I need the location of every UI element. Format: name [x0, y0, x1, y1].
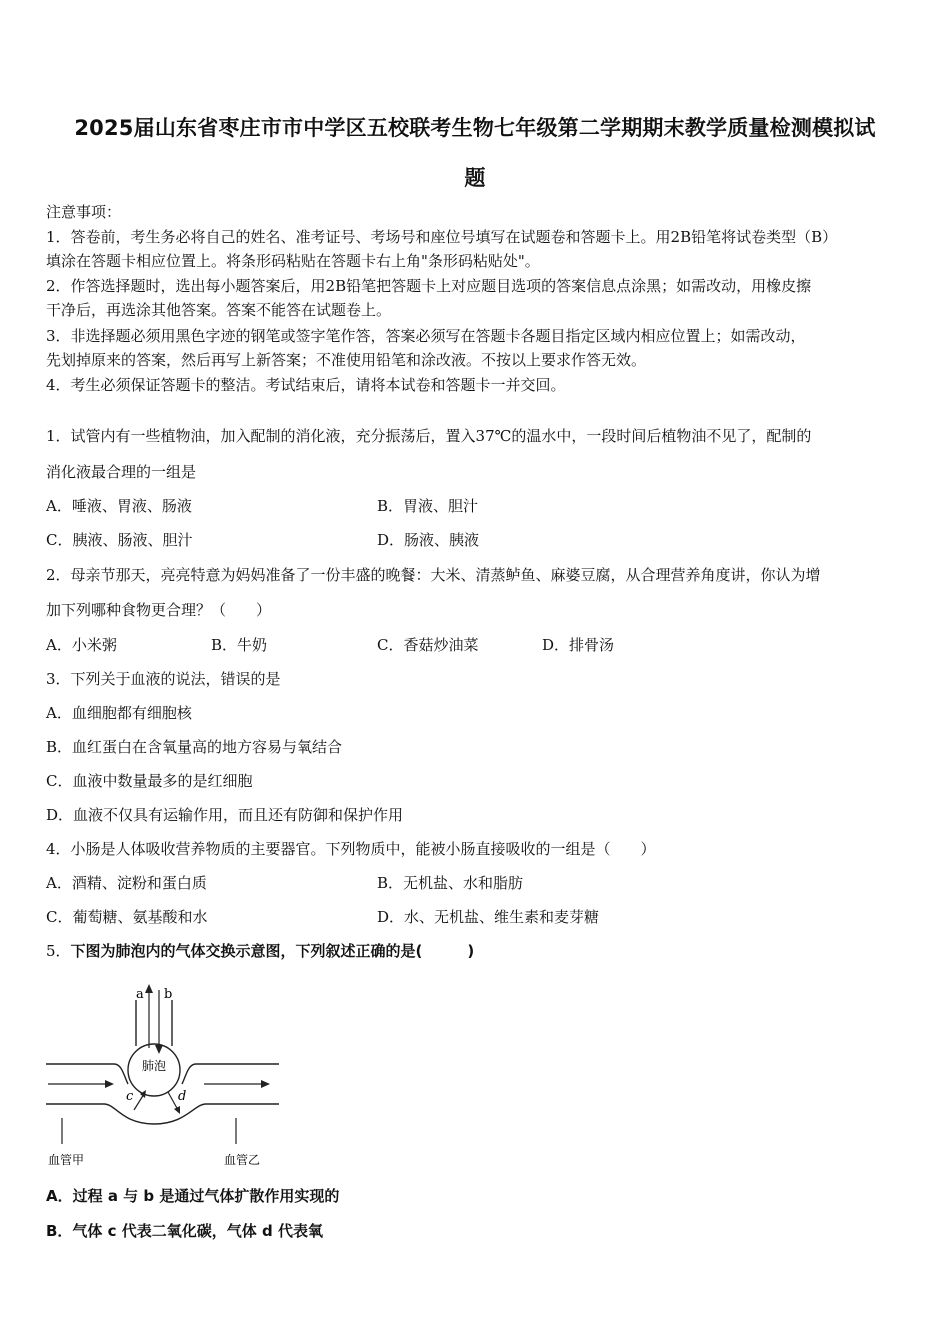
q1-stem: 1．试管内有一些植物油，加入配制的消化液，充分振荡后，置入37℃的温水中，一段时间后植物油不见了，配制的: [46, 427, 812, 445]
q2-option-b: B．牛奶: [211, 636, 268, 654]
exam-title-line1: 2025届山东省枣庄市市中学区五校联考生物七年级第二学期期末教学质量检测模拟试: [74, 116, 876, 140]
flow-arrow-out-head: [261, 1080, 270, 1088]
notice-line: 1．答卷前，考生务必将自己的姓名、准考证号、考场号和座位号填写在试题卷和答题卡上。用2B铅笔将试卷类型（B）: [46, 228, 838, 246]
vessel-upper-left: [46, 1064, 128, 1084]
q3-option-d: D．血液不仅具有运输作用，而且还有防御和保护作用: [46, 806, 404, 824]
q2-option-d: D．排骨汤: [542, 636, 615, 654]
vessel-left-label: 血管甲: [48, 1153, 85, 1167]
q1-option-b: B．胃液、胆汁: [377, 497, 479, 515]
q2-stem: 2．母亲节那天，亮亮特意为妈妈准备了一份丰盛的晚餐：大米、清蒸鲈鱼、麻婆豆腐，从合理营养角度讲，你认为增: [46, 566, 821, 584]
alveolus-gas-exchange-figure: [44, 978, 284, 1173]
arrow-c-head: [140, 1090, 146, 1098]
notice-line: 先划掉原来的答案，然后再写上新答案；不准使用铅笔和涂改液。不按以上要求作答无效。: [46, 351, 647, 369]
flow-arrow-in-head: [105, 1080, 114, 1088]
exam-title-line2: 题: [464, 166, 486, 190]
label-b: b: [164, 987, 173, 1002]
q3-stem: 3．下列关于血液的说法，错误的是: [46, 670, 281, 688]
q2-option-a: A．小米粥: [46, 636, 117, 654]
arrow-d: [168, 1092, 178, 1110]
q4-option-b: B．无机盐、水和脂肪: [377, 874, 524, 892]
notice-line: 填涂在答题卡相应位置上。将条形码粘贴在答题卡右上角"条形码粘贴处"。: [46, 252, 540, 270]
vessel-upper-right: [182, 1064, 279, 1084]
vessel-lower-wall: [46, 1104, 279, 1124]
notice-line: 2．作答选择题时，选出每小题答案后，用2B铅笔把答题卡上对应题目选项的答案信息点涂黑；如需改动，用橡皮擦: [46, 277, 812, 295]
arrow-b-head: [155, 1045, 163, 1054]
q4-option-c: C．葡萄糖、氨基酸和水: [46, 908, 208, 926]
notice-line: 4．考生必须保证答题卡的整洁。考试结束后，请将本试卷和答题卡一并交回。: [46, 376, 566, 394]
q2-option-c: C．香菇炒油菜: [377, 636, 479, 654]
q1-option-a: A．唾液、胃液、肠液: [46, 497, 192, 515]
arrow-c: [134, 1094, 144, 1110]
vessel-right-label: 血管乙: [224, 1153, 261, 1167]
alveolus-label: 肺泡: [142, 1059, 167, 1073]
q4-stem: 4．小肠是人体吸收营养物质的主要器官。下列物质中，能被小肠直接吸收的一组是（ ）: [46, 840, 656, 858]
q5-stem: 下图为肺泡内的气体交换示意图，下列叙述正确的是( ): [70, 942, 475, 960]
notice-line: 干净后，再选涂其他答案。答案不能答在试题卷上。: [46, 301, 392, 319]
q1-option-d: D．肠液、胰液: [377, 531, 480, 549]
alveolus-diagram: [44, 978, 284, 1173]
q1-option-c: C．胰液、肠液、胆汁: [46, 531, 193, 549]
q4-option-d: D．水、无机盐、维生素和麦芽糖: [377, 908, 600, 926]
q3-option-c: C．血液中数量最多的是红细胞: [46, 772, 253, 790]
q2-stem-cont: 加下列哪种食物更合理？（ ）: [46, 601, 272, 619]
q1-stem-cont: 消化液最合理的一组是: [46, 463, 197, 481]
arrow-a-head: [145, 984, 153, 993]
q5-option-b: B．气体 c 代表二氧化碳，气体 d 代表氧: [46, 1222, 323, 1240]
q5-stem-row: [46, 941, 474, 961]
q5-option-a: A．过程 a 与 b 是通过气体扩散作用实现的: [46, 1187, 340, 1205]
label-a: a: [136, 987, 144, 1002]
notice-heading: 注意事项：: [46, 203, 122, 221]
q3-option-a: A．血细胞都有细胞核: [46, 704, 192, 722]
label-d: d: [178, 1089, 187, 1104]
q3-option-b: B．血红蛋白在含氧量高的地方容易与氧结合: [46, 738, 343, 756]
q4-option-a: A．酒精、淀粉和蛋白质: [46, 874, 207, 892]
notice-line: 3．非选择题必须用黑色字迹的钢笔或签字笔作答，答案必须写在答题卡各题目指定区域内相应位置上；如需改动，: [46, 327, 806, 345]
label-c: c: [126, 1089, 134, 1104]
q5-number: 5．: [46, 942, 71, 960]
